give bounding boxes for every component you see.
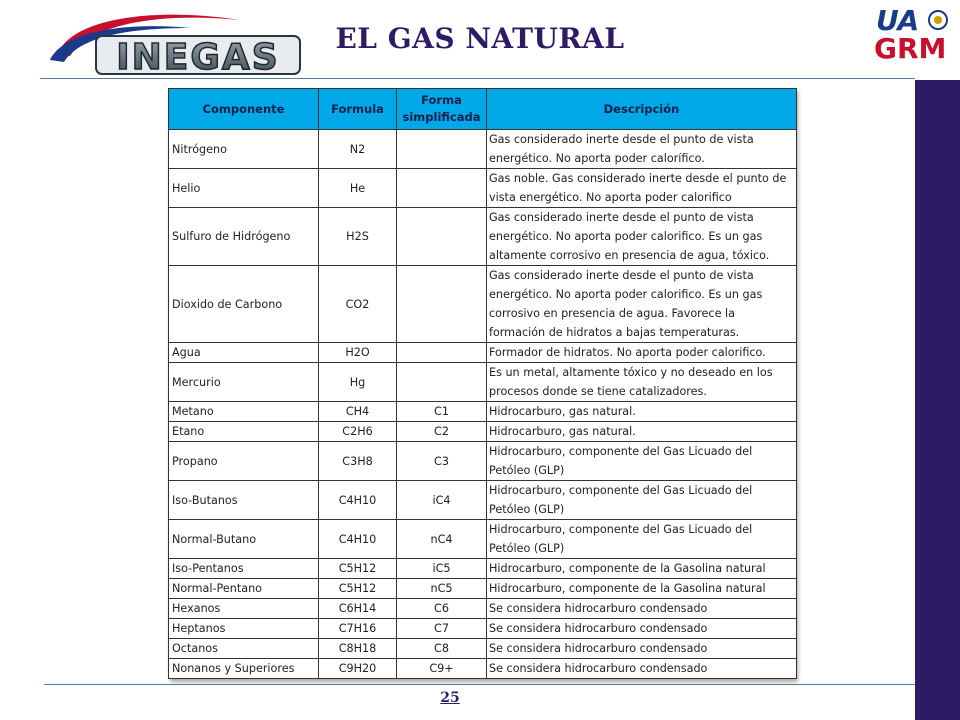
cell-formula: C6H14 [319,599,397,619]
cell-formula: C3H8 [319,442,397,481]
cell-descripcion: Hidrocarburo, componente de la Gasolina natural [487,559,797,579]
cell-forma-simplificada: C7 [397,619,487,639]
cell-descripcion: Gas noble. Gas considerado inerte desde el punto de vista energético. No aporta poder calorifico [487,169,797,208]
cell-componente: Iso-Pentanos [169,559,319,579]
header-formula: Formula [319,89,397,130]
header-forma-simplificada: Forma simplificada [397,89,487,130]
table-row [169,599,797,619]
cell-formula: C4H10 [319,481,397,520]
cell-componente: Propano [169,442,319,481]
table-header-row [169,89,797,130]
table-row [169,130,797,169]
cell-formula: N2 [319,130,397,169]
sidebar-band [915,80,960,720]
cell-forma-simplificada: iC4 [397,481,487,520]
cell-descripcion: Gas considerado inerte desde el punto de vista energético. No aporta poder calorifico. Es un gas altamente corrosivo en presencia de agua, tóxico. [487,208,797,266]
cell-componente: Helio [169,169,319,208]
cell-formula: C8H18 [319,639,397,659]
table-row [169,481,797,520]
cell-descripcion: Se considera hidrocarburo condensado [487,659,797,679]
cell-descripcion: Gas considerado inerte desde el punto de vista energético. No aporta poder calorifico. Es un gas corrosivo en presencia de agua. Favorece la formación de hidratos a bajas temperaturas. [487,266,797,343]
header-descripcion: Descripción [487,89,797,130]
table-row [169,559,797,579]
cell-forma-simplificada [397,266,487,343]
cell-descripcion: Se considera hidrocarburo condensado [487,639,797,659]
table-row [169,659,797,679]
table-body [169,130,797,679]
cell-componente: Etano [169,422,319,442]
table-row [169,208,797,266]
cell-componente: Dioxido de Carbono [169,266,319,343]
table-row [169,343,797,363]
cell-formula: Hg [319,363,397,402]
cell-componente: Normal-Butano [169,520,319,559]
cell-descripcion: Hidrocarburo, componente de la Gasolina natural [487,579,797,599]
cell-formula: C5H12 [319,559,397,579]
cell-formula: CO2 [319,266,397,343]
uagrm-logo [872,4,954,64]
cell-descripcion: Es un metal, altamente tóxico y no deseado en los procesos donde se tiene catalizadores. [487,363,797,402]
cell-descripcion: Formador de hidratos. No aporta poder calorifico. [487,343,797,363]
header-componente: Componente [169,89,319,130]
table-row [169,639,797,659]
page-title: EL GAS NATURAL [335,22,625,55]
cell-formula: C5H12 [319,579,397,599]
cell-descripcion: Hidrocarburo, componente del Gas Licuado del Petóleo (GLP) [487,481,797,520]
cell-descripcion: Gas considerado inerte desde el punto de vista energético. No aporta poder calorífico. [487,130,797,169]
cell-forma-simplificada [397,169,487,208]
cell-formula: CH4 [319,402,397,422]
cell-formula: C9H20 [319,659,397,679]
uagrm-logo-graphic [872,4,954,64]
cell-descripcion: Hidrocarburo, gas natural. [487,422,797,442]
header-divider [40,78,915,79]
uagrm-logo-top-text: UA [876,4,920,37]
cell-descripcion: Hidrocarburo, componente del Gas Licuado del Petóleo (GLP) [487,442,797,481]
cell-componente: Nonanos y Superiores [169,659,319,679]
cell-componente: Metano [169,402,319,422]
cell-forma-simplificada: C2 [397,422,487,442]
cell-forma-simplificada: C3 [397,442,487,481]
table-row [169,363,797,402]
cell-componente: Heptanos [169,619,319,639]
cell-descripcion: Se considera hidrocarburo condensado [487,619,797,639]
cell-componente: Normal-Pentano [169,579,319,599]
inegas-logo-text: INEGAS [116,37,280,78]
cell-descripcion: Hidrocarburo, componente del Gas Licuado del Petóleo (GLP) [487,520,797,559]
cell-formula: C2H6 [319,422,397,442]
cell-forma-simplificada [397,208,487,266]
table-row [169,442,797,481]
cell-formula: C7H16 [319,619,397,639]
cell-forma-simplificada [397,363,487,402]
cell-forma-simplificada [397,343,487,363]
table-row [169,169,797,208]
cell-forma-simplificada: nC4 [397,520,487,559]
cell-descripcion: Se considera hidrocarburo condensado [487,599,797,619]
cell-forma-simplificada: C6 [397,599,487,619]
cell-forma-simplificada: C1 [397,402,487,422]
table-row [169,266,797,343]
cell-componente: Iso-Butanos [169,481,319,520]
cell-forma-simplificada [397,130,487,169]
table-row [169,520,797,559]
table-row [169,579,797,599]
cell-formula: H2O [319,343,397,363]
cell-formula: C4H10 [319,520,397,559]
components-table-wrap [168,88,796,679]
cell-componente: Octanos [169,639,319,659]
page-number: 25 [440,690,460,706]
cell-componente: Nitrógeno [169,130,319,169]
cell-forma-simplificada: nC5 [397,579,487,599]
cell-componente: Sulfuro de Hidrógeno [169,208,319,266]
cell-formula: H2S [319,208,397,266]
footer-divider [44,684,915,685]
components-table [168,88,797,679]
cell-formula: He [319,169,397,208]
table-row [169,402,797,422]
cell-componente: Agua [169,343,319,363]
cell-forma-simplificada: C9+ [397,659,487,679]
cell-descripcion: Hidrocarburo, gas natural. [487,402,797,422]
table-row [169,619,797,639]
cell-forma-simplificada: C8 [397,639,487,659]
uagrm-logo-bottom-text: GRM [874,32,947,64]
cell-componente: Mercurio [169,363,319,402]
cell-componente: Hexanos [169,599,319,619]
cell-forma-simplificada: iC5 [397,559,487,579]
table-row [169,422,797,442]
